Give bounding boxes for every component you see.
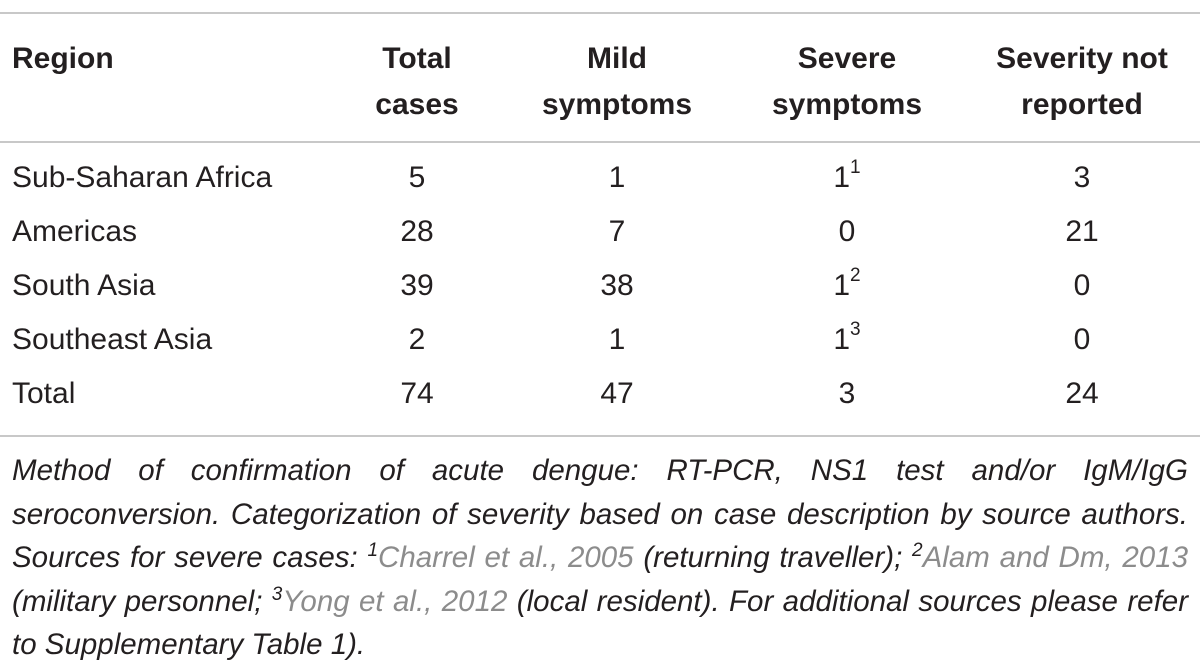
cell-mild: 38 — [600, 269, 634, 302]
cell-region: South Asia — [12, 269, 156, 302]
cell-total: 2 — [408, 323, 426, 356]
cell-not-reported: 24 — [1065, 377, 1099, 410]
header-row — [0, 14, 1200, 141]
cell-total: 74 — [400, 377, 434, 410]
table-row — [0, 313, 1200, 367]
footnote-marker: 2 — [850, 265, 861, 286]
table-row — [0, 259, 1200, 313]
cell-severe: $1^2$ — [833, 265, 861, 302]
cell-total: 39 — [400, 269, 434, 302]
bottom-rule — [0, 435, 1200, 437]
cell-region: Americas — [12, 215, 138, 248]
header-total-cases: Total cases — [375, 42, 459, 121]
footnote-marker: 1 — [367, 540, 379, 562]
header-mild-symptoms: Mild symptoms — [541, 42, 693, 121]
footnote-marker: 2 — [912, 540, 923, 562]
citation-link-alam[interactable]: Alam and Dm, 2013 — [922, 541, 1189, 574]
cell-region: Sub-Saharan Africa — [12, 161, 273, 194]
cell-not-reported: 0 — [1073, 269, 1091, 302]
cell-total: 28 — [400, 215, 434, 248]
cell-region: Southeast Asia — [12, 323, 213, 356]
cell-region: Total — [12, 377, 76, 410]
table-row — [0, 141, 1200, 205]
header-region: Region — [12, 42, 114, 75]
dengue-cases-table — [0, 14, 1200, 421]
cell-mild: 1 — [608, 323, 626, 356]
cell-not-reported: 3 — [1073, 161, 1091, 194]
cell-mild: 1 — [608, 161, 626, 194]
cell-total: 5 — [408, 161, 426, 194]
citation-link-yong[interactable]: Yong et al., 2012 — [282, 584, 508, 618]
cell-severe: 0 — [838, 215, 856, 248]
cell-mild: 47 — [600, 377, 634, 410]
cell-not-reported: 0 — [1073, 323, 1091, 356]
footnote-marker: 1 — [850, 157, 861, 178]
cell-not-reported: 21 — [1065, 215, 1099, 248]
cell-mild: 7 — [608, 215, 626, 248]
header-severity-not-reported: Severity not reported — [996, 42, 1168, 121]
citation-link-charrel[interactable]: Charrel et al., 2005 — [378, 541, 634, 574]
table-caption: Method of confirmation of acute dengue: RT-PCR, NS1 test and/or IgM/IgG seroconversion. Categorization of severity based on case description by source authors. Sources for severe cases: $^1$Charrel et al., 2005 (returning traveller); $^2$Alam and Dm, 2013 (military personnel; $^3$Yong et al., 2012 (local resident). For additional sources please refer to Supplementary Table 1). — [12, 454, 1189, 661]
table-row-total — [0, 367, 1200, 421]
cell-severe: $1^3$ — [833, 319, 861, 356]
footnote-marker: 3 — [850, 319, 861, 340]
cell-severe: 3 — [838, 377, 856, 410]
cell-severe: $1^1$ — [833, 157, 861, 194]
table-row — [0, 205, 1200, 259]
footnote-marker: 3 — [271, 583, 283, 605]
header-severe-symptoms: Severe symptoms — [771, 42, 923, 121]
